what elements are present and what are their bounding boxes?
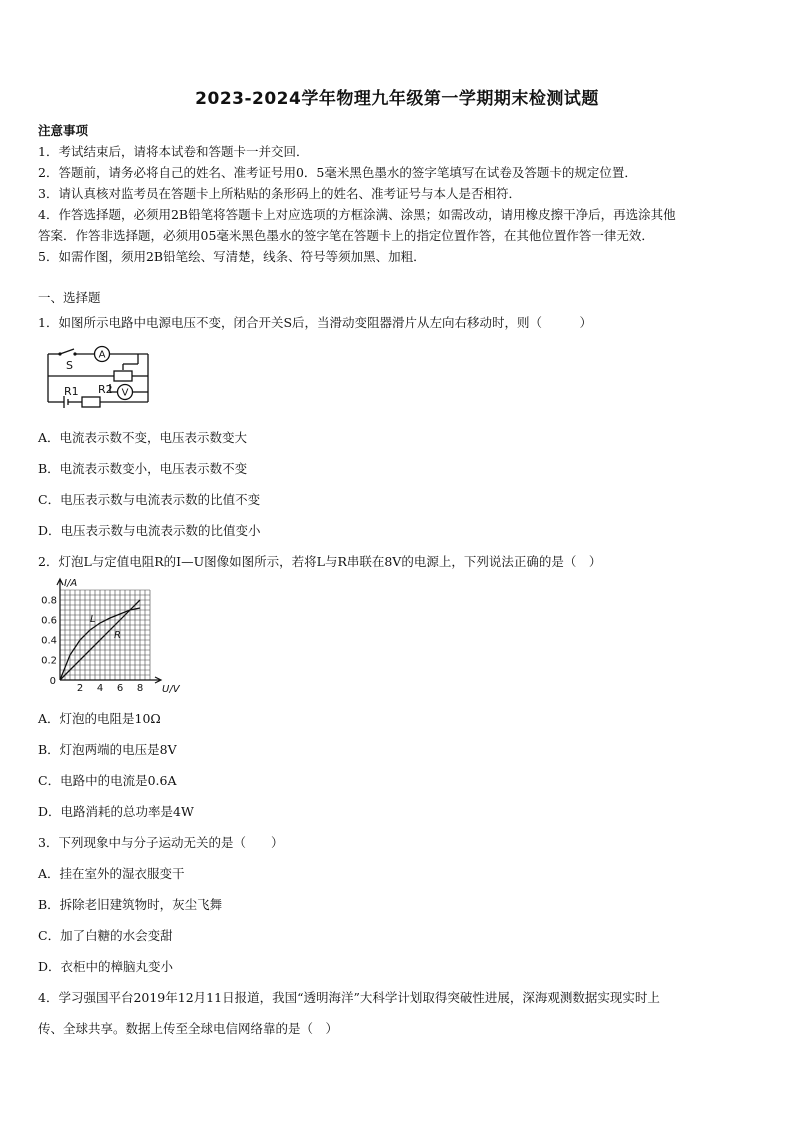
q3-stem: 3．下列现象中与分子运动无关的是（ ） xyxy=(38,835,284,850)
q4-stem: 4．学习强国平台2019年12月11日报道，我国“透明海洋”大科学计划取得突破性进展，深海观测数据实现实时上 xyxy=(38,990,660,1005)
y-tick-label: 0.8 xyxy=(41,595,57,607)
section-heading: 一、选择题 xyxy=(38,290,101,305)
q1-option: A．电流表示数不变，电压表示数变大 xyxy=(38,430,248,445)
notice-heading: 注意事项 xyxy=(38,123,89,138)
q2-option: A．灯泡的电阻是10Ω xyxy=(38,711,161,726)
r2-label: R2 xyxy=(98,383,113,396)
q1-option: B．电流表示数变小，电压表示数不变 xyxy=(38,461,248,476)
q1-option: D．电压表示数与电流表示数的比值变小 xyxy=(38,523,261,538)
notice-item: 答案．作答非选择题，必须用05毫米黑色墨水的签字笔在答题卡上的指定位置作答，在其他位置作答一律无效． xyxy=(38,228,654,243)
x-tick-label: 2 xyxy=(76,683,84,694)
curve-label: R xyxy=(114,630,121,641)
x-tick-label: 4 xyxy=(96,683,104,694)
q2-option: B．灯泡两端的电压是8V xyxy=(38,742,177,757)
curve-label: L xyxy=(90,614,96,625)
x-tick-label: 8 xyxy=(136,683,144,694)
q3-option: A．挂在室外的湿衣服变干 xyxy=(38,866,185,881)
notice-item: 4．作答选择题，必须用2B铅笔将答题卡上对应选项的方框涂满、涂黑；如需改动，请用橡皮擦干净后，再选涂其他 xyxy=(38,207,676,222)
x-tick-label: 6 xyxy=(116,683,124,694)
ammeter-label: A xyxy=(98,349,106,361)
q1-stem: 1．如图所示电路中电源电压不变，闭合开关S后，当滑动变阻器滑片从左向右移动时，则（ ） xyxy=(38,315,593,330)
q3-option: B．拆除老旧建筑物时，灰尘飞舞 xyxy=(38,897,223,912)
origin-label: 0 xyxy=(49,676,56,687)
q3-option: C．加了白糖的水会变甜 xyxy=(38,928,173,943)
notice-item: 3．请认真核对监考员在答题卡上所粘贴的条形码上的姓名、准考证号与本人是否相符． xyxy=(38,186,521,201)
r1-label: R1 xyxy=(64,385,79,398)
y-tick-label: 0.4 xyxy=(41,635,57,647)
y-tick-label: 0.2 xyxy=(41,655,57,667)
iu-chart xyxy=(36,576,180,696)
notice-item: 1．考试结束后，请将本试卷和答题卡一并交回． xyxy=(38,144,309,159)
q1-option: C．电压表示数与电流表示数的比值不变 xyxy=(38,492,261,507)
q3-option: D．衣柜中的樟脑丸变小 xyxy=(38,959,174,974)
y-tick-label: 0.6 xyxy=(41,615,57,627)
notice-item: 5．如需作图，须用2B铅笔绘、写清楚，线条、符号等须加黑、加粗． xyxy=(38,249,426,264)
q4-stem: 传、全球共享。数据上传至全球电信网络靠的是（ ） xyxy=(38,1021,339,1036)
voltmeter-label: V xyxy=(121,387,129,399)
circuit-diagram xyxy=(42,346,154,410)
q2-option: C．电路中的电流是0.6A xyxy=(38,773,177,788)
switch-label: S xyxy=(66,359,73,372)
q2-stem: 2．灯泡L与定值电阻R的I—U图像如图所示，若将L与R串联在8V的电源上，下列说法正确的是（ ） xyxy=(38,554,602,569)
page-title: 2023-2024学年物理九年级第一学期期末检测试题 xyxy=(195,89,599,109)
q2-option: D．电路消耗的总功率是4W xyxy=(38,804,194,819)
x-axis-label: U/V xyxy=(162,684,180,695)
notice-item: 2．答题前，请务必将自己的姓名、准考证号用0．5毫米黑色墨水的签字笔填写在试卷及答题卡的规定位置． xyxy=(38,165,637,180)
y-axis-label: I/A xyxy=(64,578,78,589)
